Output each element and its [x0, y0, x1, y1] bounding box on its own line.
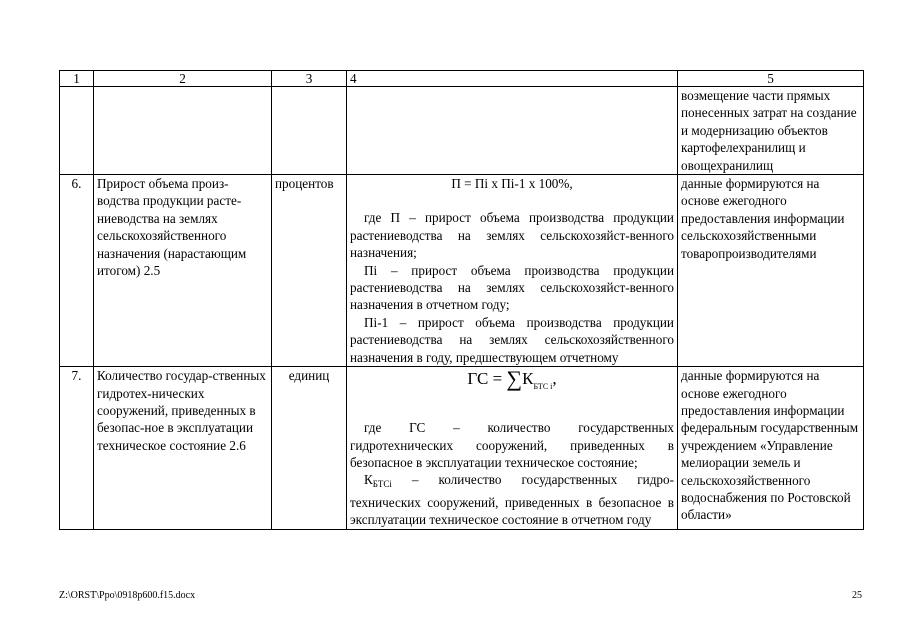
row6-method: [347, 175, 678, 367]
header-col-2: 2: [94, 71, 272, 87]
row6-desc-3: Пi-1 – прирост объема производства продукции растениеводства на землях сельскохозяйственного назначения в году, предшествующем отчетному: [350, 314, 674, 365]
row7-num: 7.: [60, 367, 94, 529]
footer-file-path: Z:\ORST\Ppo\0918p600.f15.docx: [59, 590, 196, 601]
row7-method: [347, 367, 678, 529]
row6-desc-2: Пi – прирост объема производства продукции растениеводства на землях сельскохозяйст-венного назначения в отчетном году;: [350, 262, 674, 313]
cont-name-cell: [94, 87, 272, 175]
row6-source: данные формируются на основе ежегодного предоставления информации сельскохозяйственными товаропроизводителями: [678, 175, 864, 367]
row7-desc-2: [350, 471, 674, 528]
row7-formula-subscript: БТС i: [533, 382, 553, 392]
table-row-continuation: [60, 87, 864, 175]
row6-formula: П = Пi х Пi-1 х 100%,: [451, 176, 573, 192]
row7-formula-k: К: [522, 369, 534, 389]
row7-unit: единиц: [272, 367, 347, 529]
row7-desc2-text: – количество государственных гидро-технических сооружений, приведенных в безопасное в эксплуатации техническое состояние в отчетном году: [350, 472, 674, 528]
row7-formula-tail: ,: [552, 369, 557, 389]
header-row: [60, 71, 864, 87]
page-number: 25: [852, 590, 862, 601]
row6-unit: процентов: [272, 175, 347, 367]
table-row-6: [60, 175, 864, 367]
indicator-table: [59, 70, 864, 530]
cont-source-cell: возмещение части прямых понесенных затрат на создание и модернизацию объектов картофелехранилищ и овощехранилищ: [678, 87, 864, 175]
row7-formula-lhs: ГС =: [467, 369, 507, 389]
row7-source: данные формируются на основе ежегодного предоставления информации федеральным государственным учреждением «Управление мелиорации земель и сельскохозяйственного водоснабжения по Ростовской области»: [678, 367, 864, 529]
row6-name: Прирост объема произ-водства продукции расте-ниеводства на землях сельскохозяйственного назначения (нарастающим итогом) 2.5: [94, 175, 272, 367]
cont-unit-cell: [272, 87, 347, 175]
header-col-4: 4: [347, 71, 678, 87]
row7-desc2-subscript: БТСi: [372, 479, 392, 490]
row7-formula: [350, 367, 674, 399]
row7-desc2-k: К: [364, 472, 373, 488]
row7-name: Количество государ-ственных гидротех-нических сооружений, приведенных в безопас-ное в эксплуатации техническое состояние 2.6: [94, 367, 272, 529]
cont-method-cell: [347, 87, 678, 175]
row6-desc-1: где П – прирост объема производства продукции растениеводства на землях сельскохозяйст-венного назначения;: [350, 210, 674, 261]
sum-symbol: ∑: [506, 366, 523, 392]
header-col-3: 3: [272, 71, 347, 87]
row7-desc-1: где ГС – количество государственных гидротехнических сооружений, приведенных в безопасное в эксплуатации техническое состояние;: [350, 420, 674, 470]
header-col-5: 5: [678, 71, 864, 87]
row6-num: 6.: [60, 175, 94, 367]
header-col-1: 1: [60, 71, 94, 87]
table-row-7: [60, 367, 864, 529]
cont-num-cell: [60, 87, 94, 175]
